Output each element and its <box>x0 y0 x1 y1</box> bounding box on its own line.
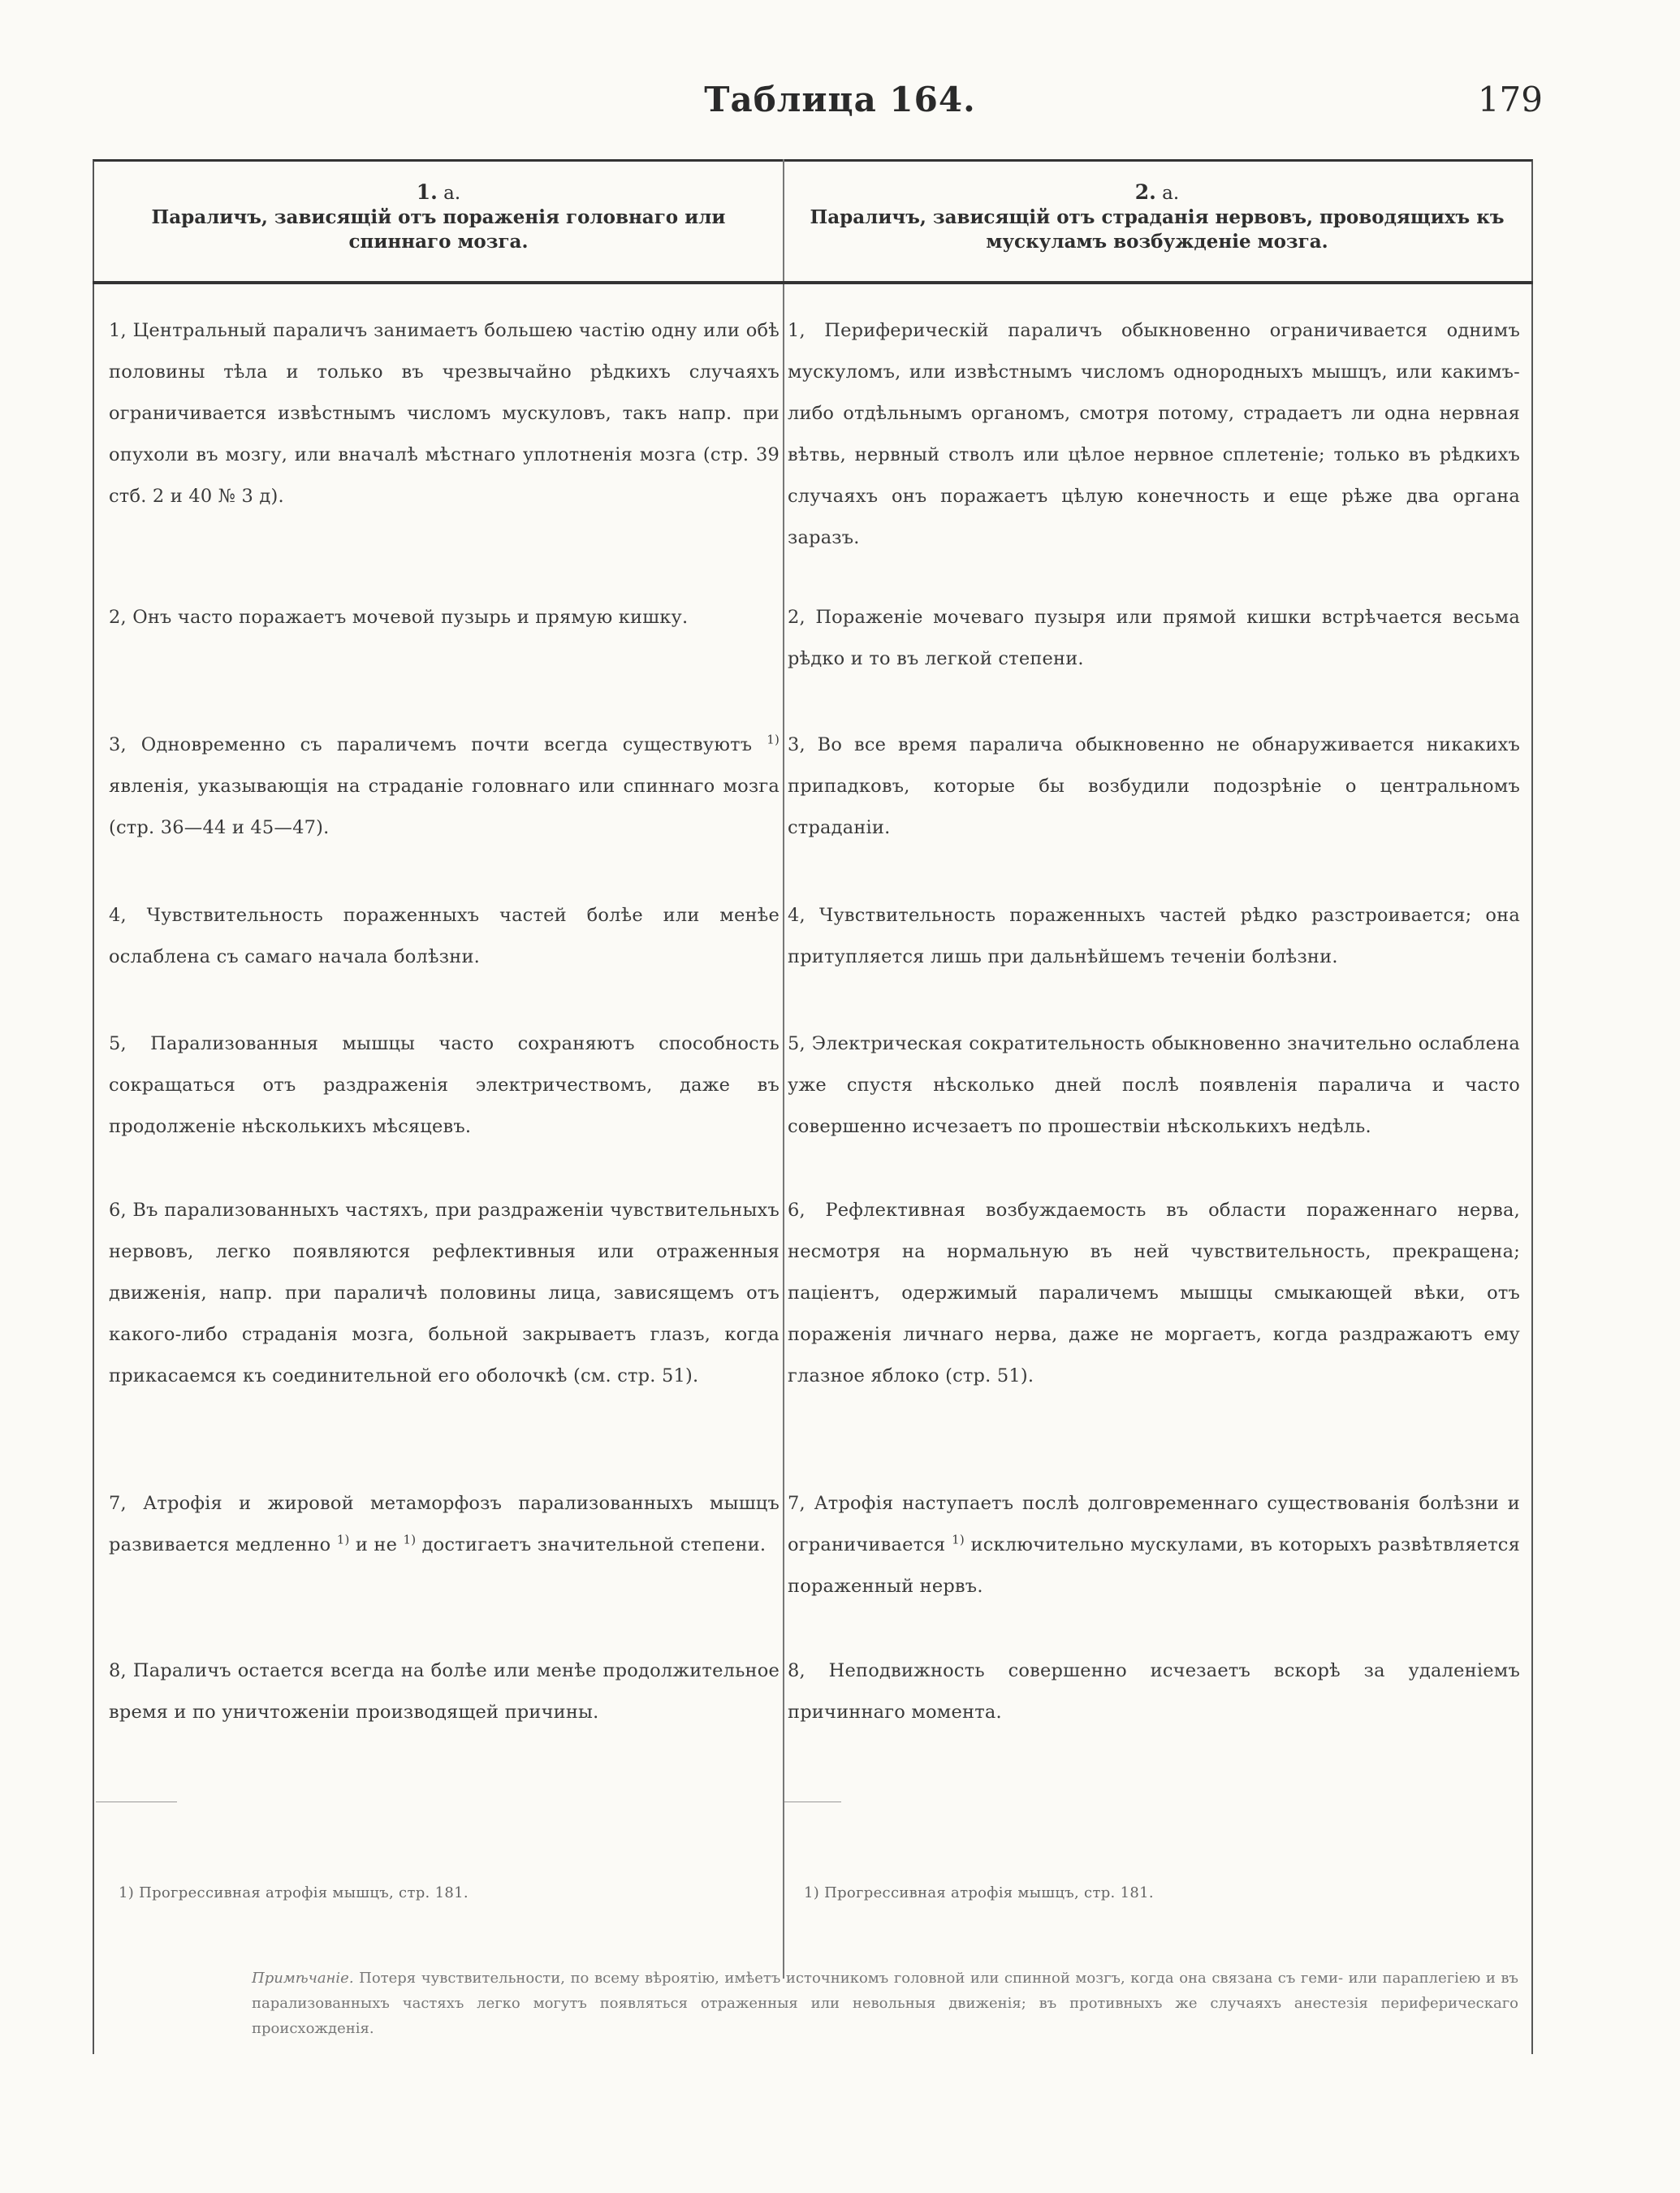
column-divider <box>783 159 784 1979</box>
footnote-ref: 1) <box>767 732 780 747</box>
column-num: 2. <box>1134 180 1156 204</box>
header-rule <box>93 281 1533 284</box>
row-1-left: 1, Центральный параличъ занимаетъ большею частію одну или обѣ половины тѣла и только въ чрезвычайно рѣдкихъ случаяхъ ограничивается извѣстнымъ числомъ мускуловъ, такъ напр. при опухоли въ мозгу, или вначалѣ мѣстнаго уплотненія мозга (стр. 39 стб. 2 и 40 № 3 д). <box>109 320 780 507</box>
note-text: Потеря чувствительности, по всему вѣроятію, имѣетъ источникомъ головной или спинной мозгъ, когда она связана съ геми- или параплегіею и въ парализованныхъ частяхъ легко могутъ появляться отраженныя или невольныя движенія; въ противныхъ же случаяхъ анестезія периферическаго происхожденія. <box>252 1970 1518 2037</box>
row-7-left <box>109 1483 780 1566</box>
row-5-left: 5, Парализованныя мышцы часто сохраняютъ способность сокращаться отъ раздраженія электричествомъ, даже въ продолженіе нѣсколькихъ мѣсяцевъ. <box>109 1033 780 1137</box>
footnote-ref: 1) <box>403 1532 417 1547</box>
footnote-ref: 1) <box>952 1532 965 1547</box>
row-3-left-text-cont: явленія, указывающія на страданіе головнаго или спиннаго мозга (стр. 36—44 и 45—47). <box>109 776 780 838</box>
row-4-left: 4, Чувствительность пораженныхъ частей болѣе или менѣе ослаблена съ самаго начала болѣзни. <box>109 905 780 967</box>
row-2-left: 2, Онъ часто поражаетъ мочевой пузырь и прямую кишку. <box>109 607 689 628</box>
row-7-left-text-cont: и не <box>349 1534 404 1555</box>
row-3-right: 3, Во все время паралича обыкновенно не обнаруживается никакихъ припадковъ, которые бы возбудили подозрѣніе о центральномъ страданіи. <box>788 734 1520 838</box>
column-title-right: Параличъ, зависящій отъ страданія нервовъ, проводящихъ къ мускуламъ возбужденіе мозга. <box>810 206 1505 253</box>
column-number-right <box>796 180 1518 205</box>
row-7-left-text-end: достигаетъ значительной степени. <box>416 1534 767 1555</box>
footnote-right: 1) Прогрессивная атрофія мышцъ, стр. 181. <box>804 1884 1154 1901</box>
row-6-left: 6, Въ парализованныхъ частяхъ, при раздраженіи чувствительныхъ нервовъ, легко появляются рефлективныя или отраженныя движенія, напр. при параличѣ половины лица, зависящемъ отъ какого-либо страданія мозга, больной закрываетъ глазъ, когда прикасаемся къ соединительной его оболочкѣ (см. стр. 51). <box>109 1200 780 1386</box>
column-header-left <box>106 180 771 254</box>
column-header-right <box>796 180 1518 254</box>
row-1-right: 1, Периферическій параличъ обыкновенно ограничивается однимъ мускуломъ, или извѣстнымъ числомъ однородныхъ мышцъ, или какимъ-либо отдѣльнымъ органомъ, смотря потому, страдаетъ ли одна нервная вѣтвь, нервный стволъ или цѣлое нервное сплетеніе; только въ рѣдкихъ случаяхъ онъ поражаетъ цѣлую конечность и еще рѣже два органа заразъ. <box>788 320 1520 548</box>
row-8-right: 8, Неподвижность совершенно исчезаетъ вскорѣ за удаленіемъ причиннаго момента. <box>788 1660 1520 1723</box>
column-num: 1. <box>416 180 438 204</box>
column-title-left: Параличъ, зависящій отъ пораженія головнаго или спиннаго мозга. <box>151 206 726 253</box>
footnote-ref: 1) <box>336 1532 350 1547</box>
row-3-left <box>109 725 780 849</box>
row-7-right <box>788 1483 1520 1607</box>
footnote-left: 1) Прогрессивная атрофія мышцъ, стр. 181. <box>119 1884 469 1901</box>
column-num-suffix: а. <box>1155 183 1180 204</box>
row-7-right-text: 7, Атрофія наступаетъ послѣ долговременнаго существованія болѣзни и ограничивается <box>788 1493 1520 1555</box>
page-number: 179 <box>1477 80 1543 119</box>
row-7-left-text: 7, Атрофія и жировой метаморфозъ парализованныхъ мышцъ развивается медленно <box>109 1493 780 1555</box>
row-8-left: 8, Параличъ остается всегда на болѣе или менѣе продолжительное время и по уничтоженіи производящей причины. <box>109 1660 780 1723</box>
column-number-left <box>106 180 771 205</box>
row-6-right: 6, Рефлективная возбуждаемость въ области пораженнаго нерва, несмотря на нормальную въ ней чувствительность, прекращена; паціентъ, одержимый параличемъ мышцы смыкающей вѣки, отъ пораженія личнаго нерва, даже не моргаетъ, когда раздражаютъ ему глазное яблоко (стр. 51). <box>788 1200 1520 1386</box>
column-num-suffix: а. <box>437 183 461 204</box>
page-title: Таблица 164. <box>704 80 976 119</box>
note <box>252 1966 1518 2041</box>
row-5-right: 5, Электрическая сократительность обыкновенно значительно ослаблена уже спустя нѣсколько дней послѣ появленія паралича и часто совершенно исчезаетъ по прошествіи нѣсколькихъ недѣль. <box>788 1033 1520 1137</box>
note-label: Примѣчаніе. <box>252 1970 354 1987</box>
row-7-right-text-cont: исключительно мускулами, въ которыхъ развѣтвляется пораженный нервъ. <box>788 1534 1520 1597</box>
row-4-right: 4, Чувствительность пораженныхъ частей рѣдко разстроивается; она притупляется лишь при дальнѣйшемъ теченіи болѣзни. <box>788 905 1520 967</box>
row-2-right: 2, Пораженіе мочеваго пузыря или прямой кишки встрѣчается весьма рѣдко и то въ легкой степени. <box>788 607 1520 669</box>
row-3-left-text: 3, Одновременно съ параличемъ почти всегда существуютъ <box>109 734 767 755</box>
